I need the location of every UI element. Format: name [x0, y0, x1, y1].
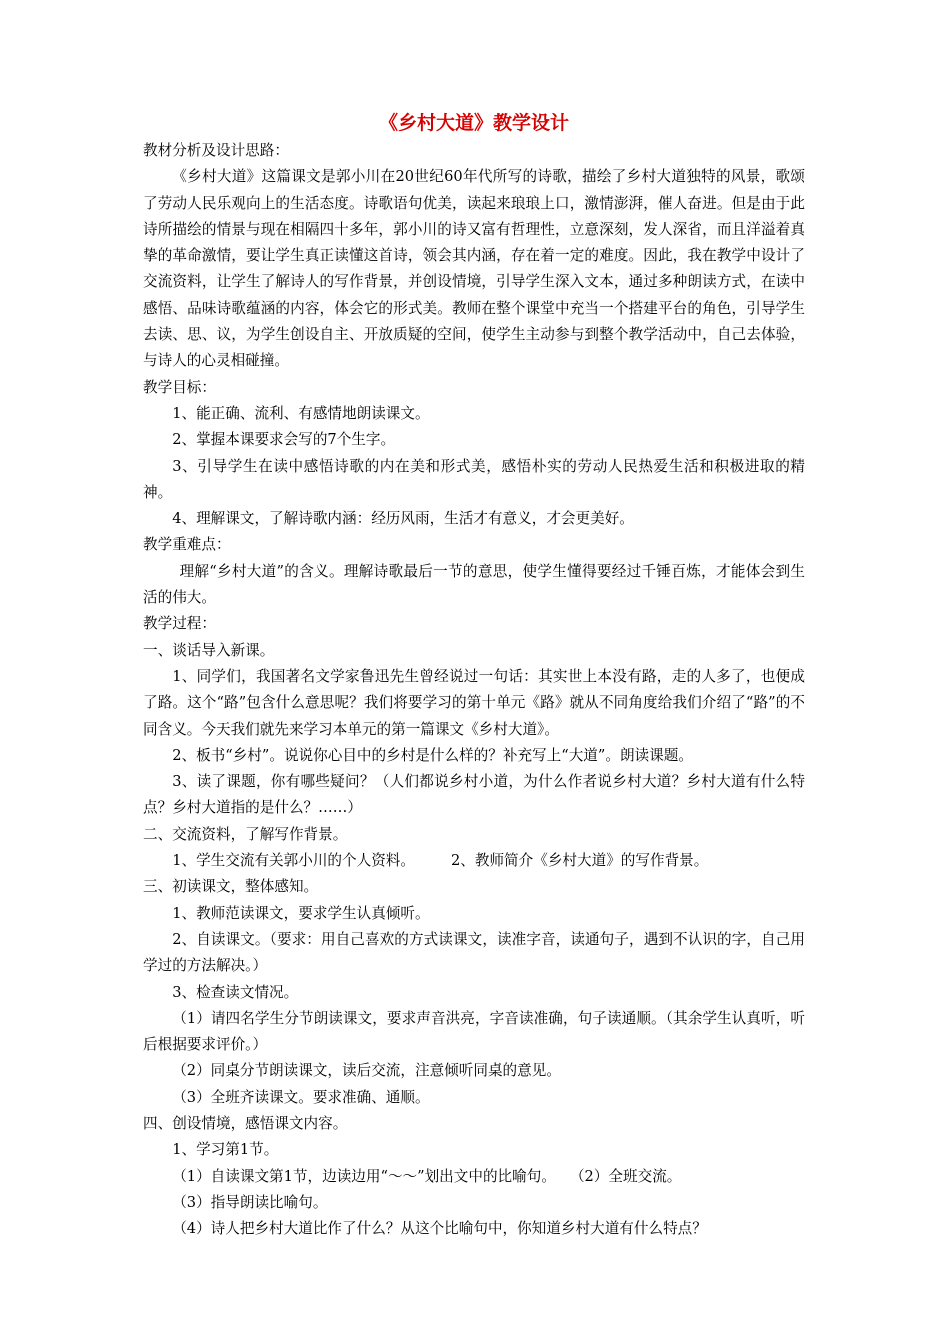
section-heading-key-points: 教学重难点： — [143, 536, 231, 554]
process-step-1-item-3: 3、读了课题，你有哪些疑问？（人们都说乡村小道，为什么作者说乡村大道？乡村大道有什么特点？乡村大道指的是什么？……） — [143, 773, 805, 817]
process-step-4-sub-3: （3）指导朗读比喻句。 — [172, 1193, 328, 1211]
process-step-1-item-2: 2、板书“乡村”。说说你心目中的乡村是什么样的？补充写上“大道”。朗读课题。 — [172, 746, 693, 764]
process-step-3-sub-2: （2）同桌分节朗读课文，读后交流，注意倾听同桌的意见。 — [172, 1062, 561, 1080]
goal-item-3: 3、引导学生在读中感悟诗歌的内在美和形式美，感悟朴实的劳动人民热爱生活和积极进取的精神。 — [143, 457, 805, 501]
process-step-4-heading: 四、创设情境，感悟课文内容。 — [143, 1114, 348, 1132]
process-step-3-item-2: 2、自读课文。（要求：用自己喜欢的方式读课文，读准字音，读通句子，遇到不认识的字，自己用学过的方法解决。） — [143, 930, 805, 975]
process-step-3-item-1: 1、教师范读课文，要求学生认真倾听。 — [172, 904, 430, 922]
paragraph-design-idea: 《乡村大道》这篇课文是郭小川在20世纪60年代所写的诗歌，描绘了乡村大道独特的风景，歌颂了劳动人民乐观向上的生活态度。诗歌语句优美，读起来琅琅上口，激情澎湃，催人奋进。但是由于此诗所描绘的情景与现在相隔四十多年，郭小川的诗又富有哲理性，立意深刻，发人深省，而且洋溢着真挚的革命激情，要让学生真正读懂这首诗，领会其内涵，存在着一定的难度。因此，我在教学中设计了交流资料，让学生了解诗人的写作背景，并创设情境，引导学生深入文本，通过多种朗读方式，在读中感悟、品味诗歌蕴涵的内容，体会它的形式美。教师在整个课堂中充当一个搭建平台的角色，引导学生去读、思、议，为学生创设自主、开放质疑的空间，使学生主动参与到整个教学活动中，自己去体验，与诗人的心灵相碰撞。 — [143, 168, 805, 370]
document-page — [143, 108, 805, 1242]
process-step-3-sub-1: （1）请四名学生分节朗读课文，要求声音洪亮，字音读准确，句子读通顺。（其余学生认真听，听后根据要求评价。） — [143, 1009, 805, 1054]
section-heading-process: 教学过程： — [143, 615, 216, 633]
process-step-2-heading: 二、交流资料，了解写作背景。 — [143, 825, 348, 843]
process-step-4-sub-4: （4）诗人把乡村大道比作了什么？从这个比喻句中，你知道乡村大道有什么特点？ — [172, 1220, 707, 1238]
goal-item-4: 4、理解课文，了解诗歌内涵：经历风雨，生活才有意义，才会更美好。 — [172, 510, 634, 528]
process-step-4-sub-2: （2）全班交流。 — [569, 1167, 682, 1185]
goal-item-2: 2、掌握本课要求会写的7个生字。 — [172, 431, 396, 449]
process-step-1-item-1: 1、同学们，我国著名文学家鲁迅先生曾经说过一句话：其实世上本没有路，走的人多了，也便成了路。这个“路”包含什么意思呢？我们将要学习的第十单元《路》就从不同角度给我们介绍了“路”的不同含义。今天我们就先来学习本单元的第一篇课文《乡村大道》。 — [143, 667, 805, 738]
process-step-4-sub-1: （1）自读课文第1节，边读边用“～～”划出文中的比喻句。 — [172, 1167, 556, 1185]
process-step-3-sub-3: （3）全班齐读课文。要求准确、通顺。 — [172, 1088, 430, 1106]
section-heading-goals: 教学目标： — [143, 378, 216, 396]
process-step-3-heading: 三、初读课文，整体感知。 — [143, 878, 319, 896]
process-step-3-item-3: 3、检查读文情况。 — [172, 983, 299, 1001]
process-step-2-item-2: 2、教师简介《乡村大道》的写作背景。 — [450, 852, 709, 870]
process-step-2-items — [143, 848, 805, 874]
process-step-4-sub-row — [143, 1164, 805, 1190]
section-heading-design-idea: 教材分析及设计思路： — [143, 142, 289, 159]
process-step-2-item-1: 1、学生交流有关郭小川的个人资料。 — [172, 852, 415, 870]
paragraph-key-points: 理解“乡村大道”的含义。理解诗歌最后一节的意思，使学生懂得要经过千锤百炼，才能体会到生活的伟大。 — [143, 562, 805, 607]
goal-item-1: 1、能正确、流利、有感情地朗读课文。 — [172, 404, 430, 422]
document-title: 《乡村大道》教学设计 — [378, 112, 569, 134]
process-step-4-item-1: 1、学习第1节。 — [172, 1141, 279, 1159]
process-step-1-heading: 一、谈话导入新课。 — [143, 641, 275, 659]
